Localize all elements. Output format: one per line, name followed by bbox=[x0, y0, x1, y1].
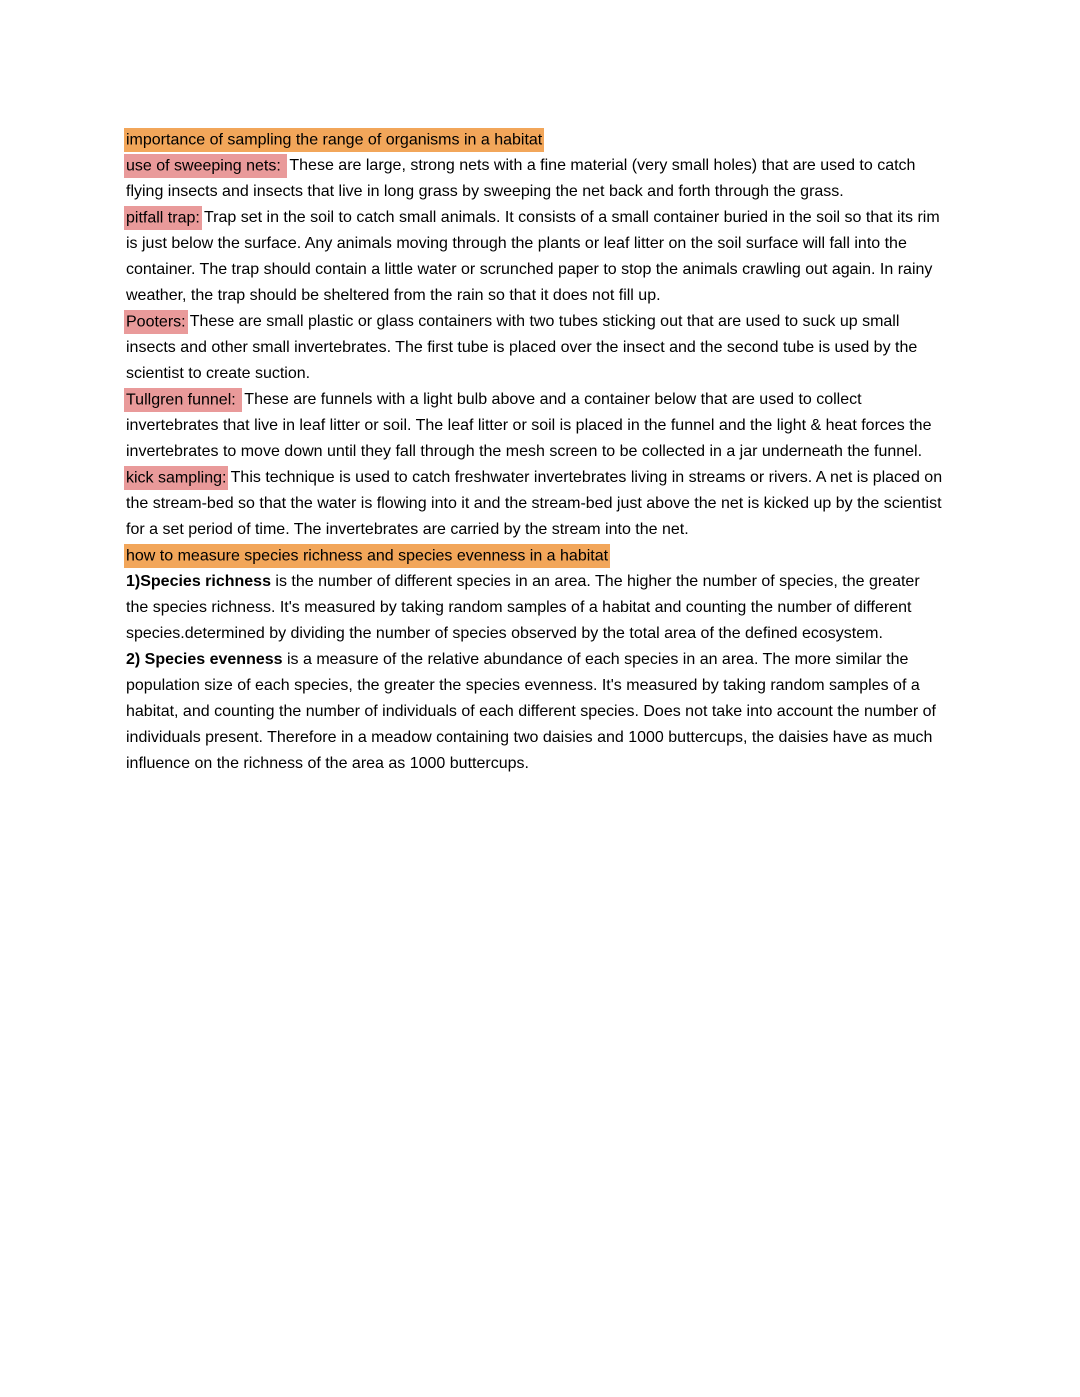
body-kick-sampling: This technique is used to catch freshwater invertebrates living in streams or rivers. A net is placed on the stream-bed so that the water is flowing into it and the stream-bed just above the net is kicked up by the scientist for a set period of time. The invertebrates are carried by the stream into the net. bbox=[126, 469, 947, 538]
body-sweeping-nets: These are large, strong nets with a fine material (very small holes) that are used to catch flying insects and insects that live in long grass by sweeping the net back and forth through the grass. bbox=[126, 157, 920, 200]
body-species-evenness: is a measure of the relative abundance of each species in an area. The more similar the population size of each species, the greater the species evenness. It's measured by taking random samples of a habitat, and counting the number of individuals of each different species. Does not take into account the number of individuals present. Therefore in a meadow containing two daisies and 1000 buttercups, the daisies have as much influence on the richness of the area as 1000 buttercups. bbox=[126, 651, 941, 772]
term-species-richness: 1)Species richness bbox=[126, 573, 271, 590]
term-pooters: Pooters: bbox=[124, 310, 188, 334]
paragraph-species-richness bbox=[126, 569, 944, 647]
term-kick-sampling: kick sampling: bbox=[124, 466, 228, 490]
heading-richness-highlight: how to measure species richness and species evenness in a habitat bbox=[124, 544, 610, 568]
term-sweeping-nets: use of sweeping nets: bbox=[124, 154, 287, 178]
term-species-evenness: 2) Species evenness bbox=[126, 651, 283, 668]
body-species-richness: is the number of different species in an area. The higher the number of species, the greater the species richness. It's measured by taking random samples of a habitat and counting the number of different species.determined by dividing the number of species observed by the total area of the defined ecosystem. bbox=[126, 573, 925, 642]
heading-sampling bbox=[126, 127, 944, 153]
paragraph-tullgren-funnel bbox=[126, 387, 944, 465]
body-tullgren-funnel: These are funnels with a light bulb above and a container below that are used to collect invertebrates that live in leaf litter or soil. The leaf litter or soil is placed in the funnel and the light & heat forces the invertebrates to move down until they fall through the mesh screen to be collected in a jar underneath the funnel. bbox=[126, 391, 936, 460]
heading-sampling-highlight: importance of sampling the range of organisms in a habitat bbox=[124, 128, 544, 152]
heading-richness bbox=[126, 543, 944, 569]
paragraph-pitfall-trap bbox=[126, 205, 944, 309]
body-pitfall-trap: Trap set in the soil to catch small animals. It consists of a small container buried in the soil so that its rim is just below the surface. Any animals moving through the plants or leaf litter on the soil surface will fall into the container. The trap should contain a little water or scrunched paper to stop the animals crawling out again. In rainy weather, the trap should be sheltered from the rain so that it does not fill up. bbox=[126, 209, 945, 304]
paragraph-species-evenness bbox=[126, 647, 944, 777]
term-pitfall-trap: pitfall trap: bbox=[124, 206, 202, 230]
body-pooters: These are small plastic or glass containers with two tubes sticking out that are used to suck up small insects and other small invertebrates. The first tube is placed over the insect and the second tube is used by the scientist to create suction. bbox=[126, 313, 922, 382]
term-tullgren-funnel: Tullgren funnel: bbox=[124, 388, 242, 412]
paragraph-sweeping-nets bbox=[126, 153, 944, 205]
paragraph-pooters bbox=[126, 309, 944, 387]
paragraph-kick-sampling bbox=[126, 465, 947, 543]
